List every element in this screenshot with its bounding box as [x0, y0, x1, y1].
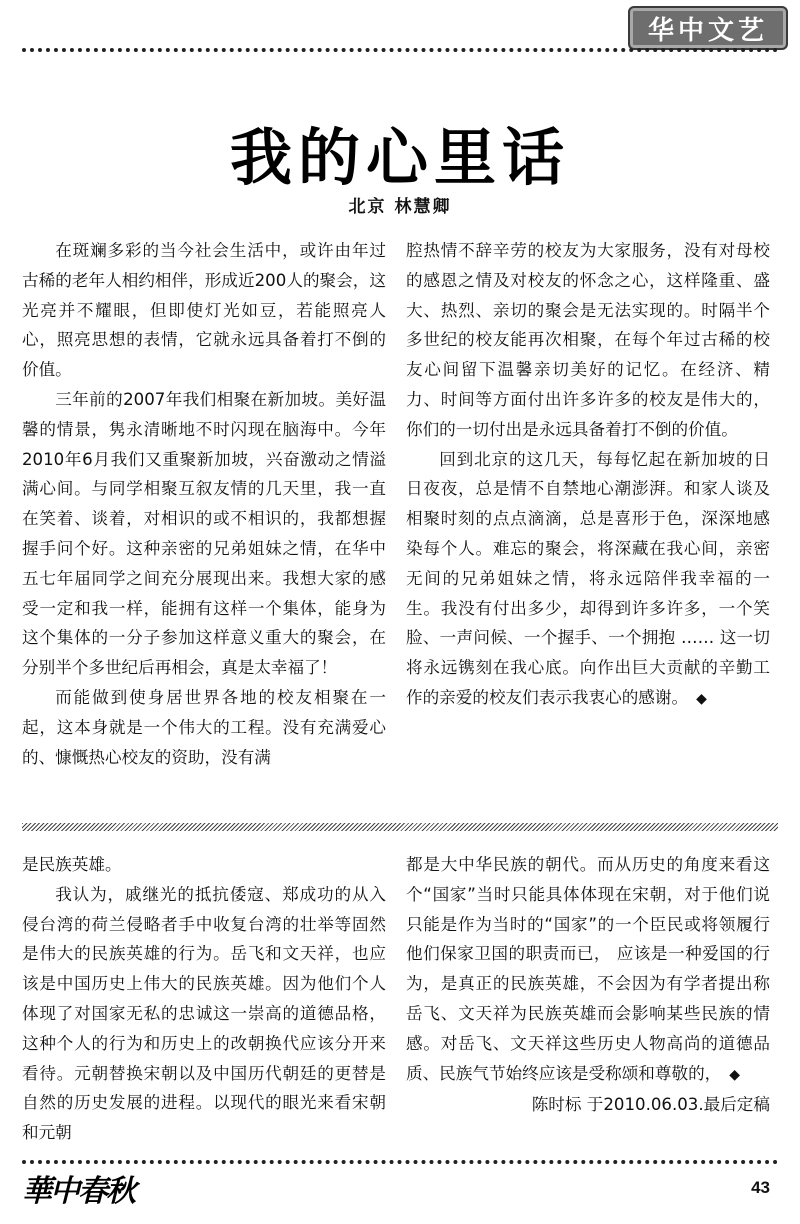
header-dotted-divider	[22, 48, 778, 52]
section-label-badge: 华中文艺	[628, 6, 788, 50]
article-title: 我的心里话	[229, 121, 570, 194]
paragraph-continuation: 腔热情不辞辛劳的校友为大家服务，没有对母校的感恩之情及对校友的怀念之心，这样隆重、盛大、热烈、亲切的聚会是无法实现的。时隔半个多世纪的校友能再次相聚，在每个年过古稀的校友心间留下温馨亲切美好的记忆。在经济、精力、时间等方面付出许多许多的校友是伟大的，你们的一切付出是永远具备着打不倒的价值。	[406, 241, 770, 439]
article-column-right	[406, 236, 770, 715]
paragraph-text: 回到北京的这几天，每每忆起在新加坡的日日夜夜，总是情不自禁地心潮澎湃。和家人谈及相聚时刻的点点滴滴，总是喜形于色，深深地感染每个人。难忘的聚会，将深藏在我心间，亲密无间的兄弟姐妹之情，将永远陪伴我幸福的一生。我没有付出多少，却得到许多许多，一个笑脸、一声问候、一个握手、一个拥抱 …… 这一切将永远镌刻在我心底。向作出巨大贡献的辛勤工作的亲爱的校友们表示我衷心的感谢。	[406, 449, 770, 707]
paragraph: 三年前的2007年我们相聚在新加坡。美好温馨的情景，隽永清晰地不时闪现在脑海中。今年2010年6月我们又重聚新加坡，兴奋激动之情溢满心间。与同学相聚互叙友情的几天里，我一直在笑着、谈着，对相识的或不相识的，我都想握握手问个好。这种亲密的兄弟姐妹之情，在华中五七年届同学之间充分展现出来。我想大家的感受一定和我一样，能拥有这样一个集体，能身为这个集体的一分子参加这样意义重大的聚会，在分别半个多世纪后再相会，真是太幸福了！	[22, 389, 386, 678]
paragraph: 我认为，戚继光的抵抗倭寇、郑成功的从入侵台湾的荷兰侵略者手中收复台湾的壮举等固然是伟大的民族英雄的行为。岳飞和文天祥，也应该是中国历史上伟大的民族英雄。因为他们个人体现了对国家无私的忠诚这一崇高的道德品格，这种个人的行为和历史上的改朝换代应该分开来看待。元朝替换宋朝以及中国历代朝廷的更替是自然的历史发展的进程。以现代的眼光来看宋朝和元朝	[22, 884, 386, 1143]
footer-dotted-divider	[22, 1160, 778, 1164]
section-hatched-divider	[22, 823, 778, 831]
paragraph-text: 都是大中华民族的朝代。而从历史的角度来看这个“国家”当时只能具体体现在宋朝，对于他们说只能是作为当时的“国家”的一个臣民或将领履行他们保家卫国的职责而已， 应该是一种爱国的行为，是真正的民族英雄，不会因为有学者提出称岳飞、文天祥为民族英雄而会影响某些民族的情感。对岳飞、文天祥这些历史人物高尚的道德品质、民族气节始终应该是受称颂和尊敬的，	[406, 855, 770, 1083]
second-article-column-right	[406, 850, 770, 1120]
end-mark-icon: ◆	[729, 1066, 741, 1083]
end-mark-icon: ◆	[696, 690, 707, 707]
page-number: 43	[751, 1178, 770, 1197]
paragraph: 而能做到使身居世界各地的校友相聚在一起，这本身就是一个伟大的工程。没有充满爱心的、慷慨热心校友的资助，没有满	[22, 687, 386, 767]
publication-logo: 華中春秋	[22, 1174, 134, 1209]
paragraph	[406, 445, 770, 715]
paragraph: 在斑斓多彩的当今社会生活中，或许由年过古稀的老年人相约相伴，形成近200人的聚会，这光亮并不耀眼，但即使灯光如豆，若能照亮人心，照亮思想的表情，它就永远具备着打不倒的价值。	[22, 241, 386, 380]
article-byline: 北京 林慧卿	[348, 197, 452, 217]
paragraph-continuation: 是民族英雄。	[22, 855, 122, 874]
author-signature: 陈时标 于2010.06.03.最后定稿	[531, 1095, 770, 1115]
second-article-column-left	[22, 850, 386, 1148]
paragraph-continuation	[406, 850, 770, 1090]
article-column-left	[22, 236, 386, 772]
